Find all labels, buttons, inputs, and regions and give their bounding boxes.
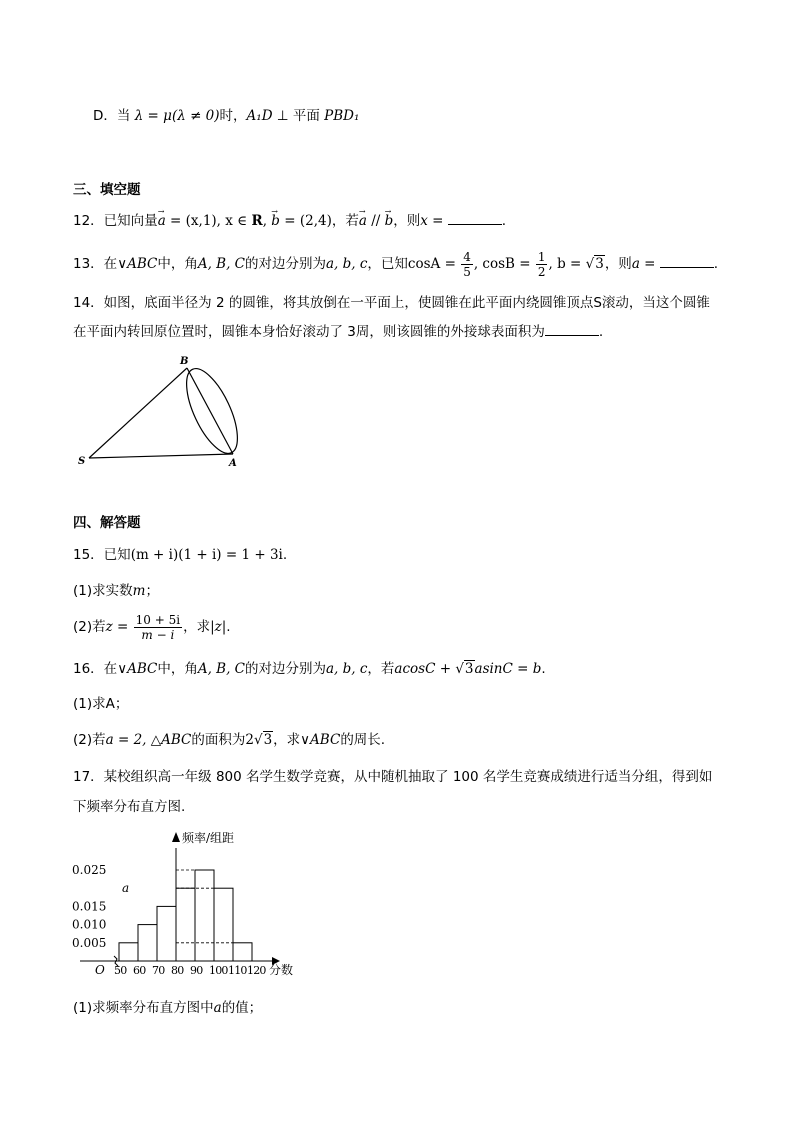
x-tick-label: 60 — [133, 964, 146, 977]
bar-80-90 — [176, 888, 195, 961]
question-14-line-2: 在平面内转回原位置时，圆锥本身恰好滚动了 3周，则该圆锥的外接球表面积为 . — [73, 324, 604, 340]
x-tick-label: 80 — [171, 964, 184, 977]
question-15-part-1: (1)求实数m； — [73, 583, 159, 599]
x-tick-label: 100 — [209, 964, 228, 977]
x-axis-label: 分数 — [269, 963, 294, 977]
bar-70-80 — [157, 906, 176, 961]
origin-label: O — [95, 963, 105, 977]
question-14-line-1: 14．如图，底面半径为 2 的圆锥，将其放倒在一平面上，使圆锥在此平面内绕圆锥顶点S滚动，当这个圆锥 — [73, 295, 710, 311]
y-tick-label: 0.010 — [72, 917, 107, 932]
histogram-marks — [72, 863, 266, 977]
x-tick-label: 120 — [247, 964, 266, 977]
fraction-z: $\frac{10 + 5i}{m - i}$ — [135, 612, 181, 642]
y-axis-label: 频率/组距 — [182, 831, 235, 845]
answer-blank[interactable] — [545, 323, 599, 336]
question-16: 16．在∨ABC中，角A, B, C的对边分别为a, b, c，若acosC + √3asinC = b. — [73, 661, 546, 677]
y-axis-arrow — [172, 832, 180, 842]
sqrt-3: √3 — [455, 661, 474, 677]
x-tick-label: 90 — [190, 964, 203, 977]
x-tick-label: 70 — [152, 964, 165, 977]
x-tick-label: 110 — [228, 964, 247, 977]
cone-figure — [75, 352, 250, 472]
bar-110-120 — [233, 943, 252, 961]
x-tick-label: 50 — [114, 964, 127, 977]
cone-edge-sa — [89, 454, 233, 458]
sqrt-3: √3 — [585, 256, 604, 272]
question-17-line-1: 17．某校组织高一年级 800 名学生数学竞赛，从中随机抽取了 100 名学生竞赛成绩进行适当分组，得到如 — [73, 769, 713, 785]
label-s: S — [78, 456, 86, 467]
question-12: 12．已知向量→ a = (x,1), x ∈ R, → b = (2,4)，若→ a // → b，则x = . — [73, 211, 506, 231]
answer-blank[interactable] — [448, 212, 502, 225]
frequency-histogram — [72, 828, 302, 978]
bar-100-110 — [214, 888, 233, 961]
sqrt-3: √3 — [253, 732, 273, 748]
question-17-part-1: (1)求频率分布直方图中a的值； — [73, 1000, 263, 1016]
question-16-part-2: (2)若a = 2, △ABC的面积为2√3，求∨ABC的周长. — [73, 732, 386, 748]
cone-edge-sb — [89, 368, 187, 458]
y-tick-label: a — [122, 881, 130, 896]
section-title-fill-in: 三、填空题 — [73, 182, 141, 198]
question-13: 13．在∨ABC中，角A, B, C的对边分别为a, b, c，已知cosA = $\frac{4}{5}$ , cosB = $\frac{1}{2}$ , b = √3，则a = . — [73, 249, 719, 279]
bar-50-60 — [119, 943, 138, 961]
question-15: 15．已知(m + i)(1 + i) = 1 + 3i. — [73, 547, 288, 563]
question-17-line-2: 下频率分布直方图. — [73, 799, 186, 815]
option-d: D．当 λ = μ(λ ≠ 0)时，A₁D ⊥ 平面 PBD₁ — [93, 108, 360, 124]
bar-90-100 — [195, 870, 214, 961]
y-tick-label: 0.015 — [72, 899, 107, 914]
label-b: B — [180, 356, 189, 367]
fraction-1-2: $\frac{1}{2}$ — [537, 249, 546, 279]
question-16-part-1: (1)求A； — [73, 696, 129, 712]
fraction-4-5: $\frac{4}{5}$ — [463, 249, 471, 279]
bar-60-70 — [138, 925, 157, 961]
y-tick-label: 0.005 — [72, 935, 107, 950]
y-tick-label: 0.025 — [72, 863, 107, 877]
label-a: A — [229, 458, 237, 469]
answer-blank[interactable] — [660, 255, 714, 268]
cone-base-ellipse — [176, 362, 248, 461]
question-15-part-2: (2)若z = $\frac{10 + 5i}{m - i}$ ，求|z|. — [73, 612, 231, 642]
section-title-answer: 四、解答题 — [73, 515, 141, 531]
